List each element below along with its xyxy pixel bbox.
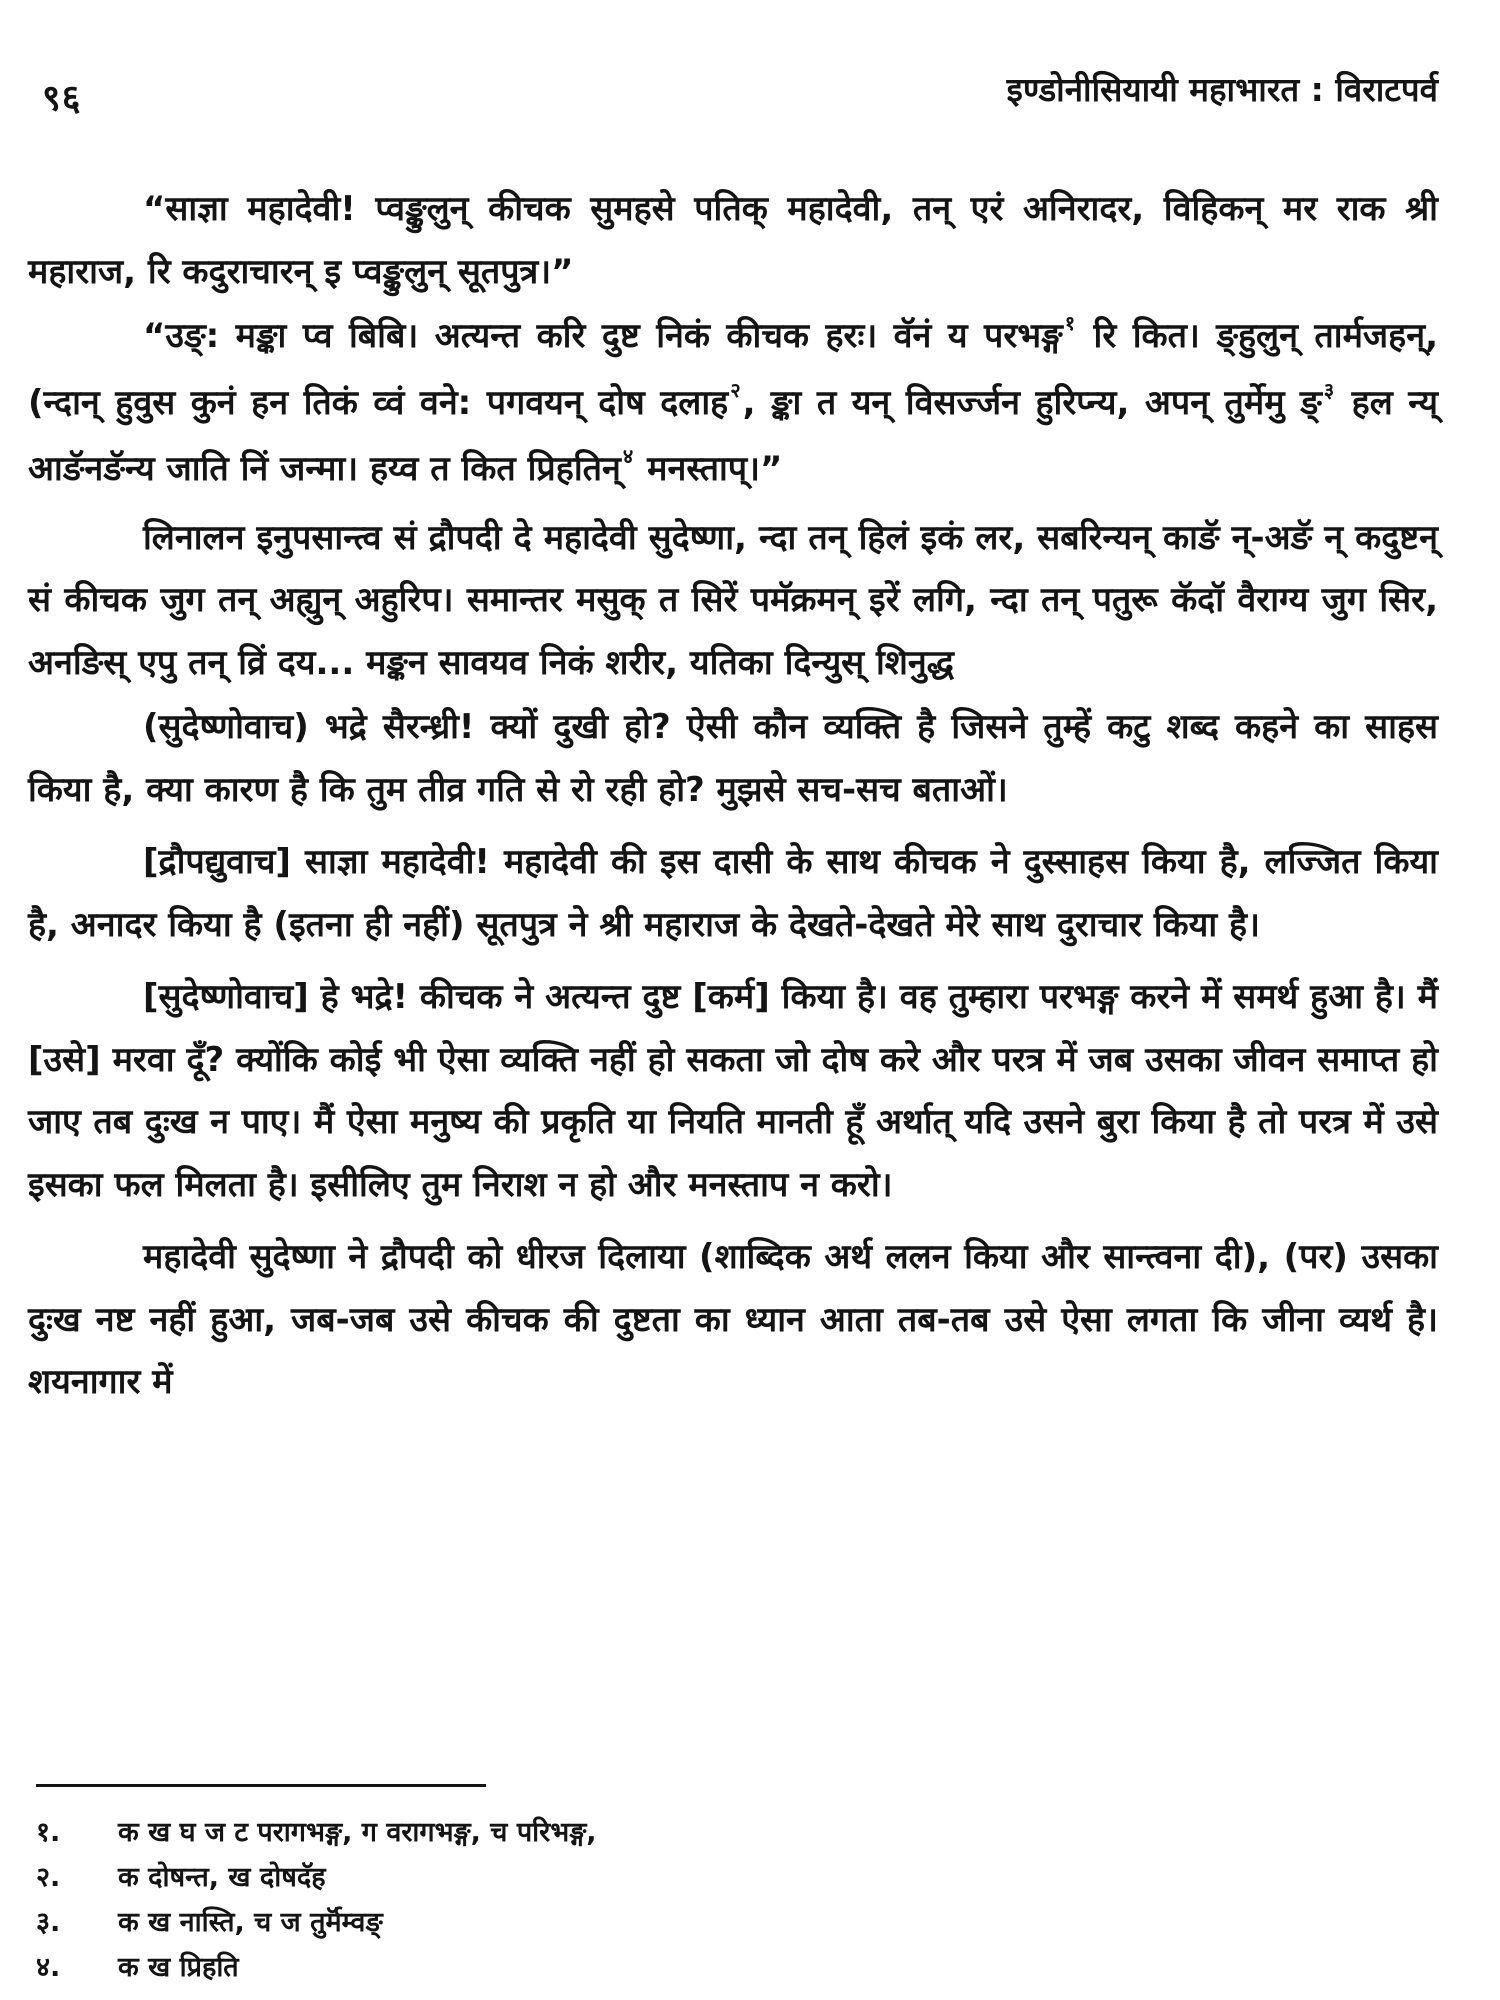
page-header	[28, 50, 1438, 122]
footnote-divider	[36, 1784, 486, 1787]
paragraph-text: मनस्ताप्।”	[635, 449, 783, 489]
paragraph-text: , ङ्का त यन् विसर्ज्जन हुरिप्न्य, अपन् तुर्मेमु ङ्	[742, 382, 1322, 423]
footnote-reference: २	[730, 377, 741, 402]
footnote-number: २.	[36, 1862, 61, 1893]
paragraph-4	[28, 696, 1438, 821]
footnote-text: क दोषन्त, ख दोषदॅह	[118, 1862, 326, 1893]
paragraph-text: “उङ्: मङ्का प्व बिबि। अत्यन्त करि दुष्ट निकं कीचक हरः। वॅनं य परभङ्ग	[143, 316, 1063, 356]
paragraph-text: [द्रौपद्युवाच] साज्ञा महादेवी! महादेवी की इस दासी के साथ कीचक ने दुस्साहस किया है, लज्जित किया है, अनादर किया है (इतना ही नहीं) सूतपुत्र ने श्री महाराज के देखते-देखते मेरे साथ दुराचार किया है।	[28, 842, 1438, 945]
paragraph-text: हल न्य् आङॅनङॅन्य जाति निं जन्मा। हय्व त कित प्रिहतिन्	[28, 382, 1438, 489]
paragraph-text: रि कित। ङ्हुलुन् तार्मजहन्, (न्दान् हुवुस कुनं हन तिकं व्वं वने: पगवयन् दोष दलाह	[28, 316, 1438, 423]
footnote-reference: ३	[1323, 377, 1335, 402]
paragraph-text: (सुदेष्णोवाच) भद्रे सैरन्ध्री! क्यों दुखी हो? ऐसी कौन व्यक्ति है जिसने तुम्हें कटु शब्द कहने का साहस किया है, क्या कारण है कि तुम तीव्र गति से रो रही हो? मुझसे सच-सच बताओं।	[28, 707, 1438, 810]
paragraph-3	[28, 507, 1438, 695]
footnote-text: क ख घ ज ट परागभङ्ग, ग वरागभङ्ग, च परिभङ्ग,	[118, 1817, 597, 1848]
footnote-text: क ख प्रिहति	[118, 1952, 239, 1983]
paragraph-text: “साज्ञा महादेवी! प्वङ्कुलुन् कीचक सुमहसे पतिक् महादेवी, तन् एरं अनिरादर, विहिकन् मर राक श्री महाराज, रि कदुराचारन् इ प्वङ्कुलुन् सूतपुत्र।”	[28, 189, 1438, 292]
paragraph-6	[28, 966, 1438, 1216]
footnote-4	[36, 1945, 597, 1990]
footnote-1	[36, 1810, 597, 1855]
body-text	[28, 178, 1438, 1414]
footnotes	[36, 1810, 597, 1990]
footnote-3	[36, 1900, 597, 1945]
paragraph-text: महादेवी सुदेष्णा ने द्रौपदी को धीरज दिलाया (शाब्दिक अर्थ ललन किया और सान्त्वना दी), (पर) उसका दुःख नष्ट नहीं हुआ, जब-जब उसे कीचक की दुष्टता का ध्यान आता तब-तब उसे ऐसा लगता कि जीना व्यर्थ है। शयनागार में	[28, 1237, 1438, 1402]
footnote-2	[36, 1855, 597, 1900]
paragraph-5	[28, 831, 1438, 956]
footnote-number: ४.	[36, 1952, 61, 1983]
footnote-text: क ख नास्ति, च ज तुर्मॅम्वङ्	[118, 1907, 383, 1938]
paragraph-2	[28, 305, 1438, 505]
footnote-number: ३.	[36, 1907, 61, 1938]
book-page	[28, 50, 1438, 1416]
footnote-reference: ४	[622, 444, 634, 468]
running-head: इण्डोनीसियायी महाभारत : विराटपर्व	[1006, 70, 1438, 109]
paragraph-7	[28, 1226, 1438, 1414]
footnote-number: १.	[36, 1817, 61, 1848]
paragraph-1	[28, 178, 1438, 303]
paragraph-text: [सुदेष्णोवाच] हे भद्रे! कीचक ने अत्यन्त दुष्ट [कर्म] किया है। वह तुम्हारा परभङ्ग करने में समर्थ हुआ है। मैं [उसे] मरवा दूँ? क्योंकि कोई भी ऐसा व्यक्ति नहीं हो सकता जो दोष करे और परत्र में जब उसका जीवन समाप्त हो जाए तब दुःख न पाए। मैं ऐसा मनुष्य की प्रकृति या नियति मानती हूँ अर्थात् यदि उसने बुरा किया है तो परत्र में उसे इसका फल मिलता है। इसीलिए तुम निराश न हो और मनस्ताप न करो।	[28, 977, 1438, 1205]
footnote-reference: १	[1064, 311, 1076, 335]
page-number: ९६	[42, 78, 82, 119]
paragraph-text: लिनालन इनुपसान्त्व सं द्रौपदी दे महादेवी सुदेष्णा, न्दा तन् हिलं इकं लर, सबरिन्यन् काङॅ न्-अङॅ न् कदुष्टन् सं कीचक जुग तन् अह्युन् अहुरिप। समान्तर मसुक् त सिरें पमॅक्रमन् इरें लगि, न्दा तन् पतुरू कॅदॉ वैराग्य जुग सिर, अनङिस् एपु तन् व्रिं दय... मङ्कन सावयव निकं शरीर, यतिका दिन्युस् शिनुद्ध	[28, 517, 1438, 683]
